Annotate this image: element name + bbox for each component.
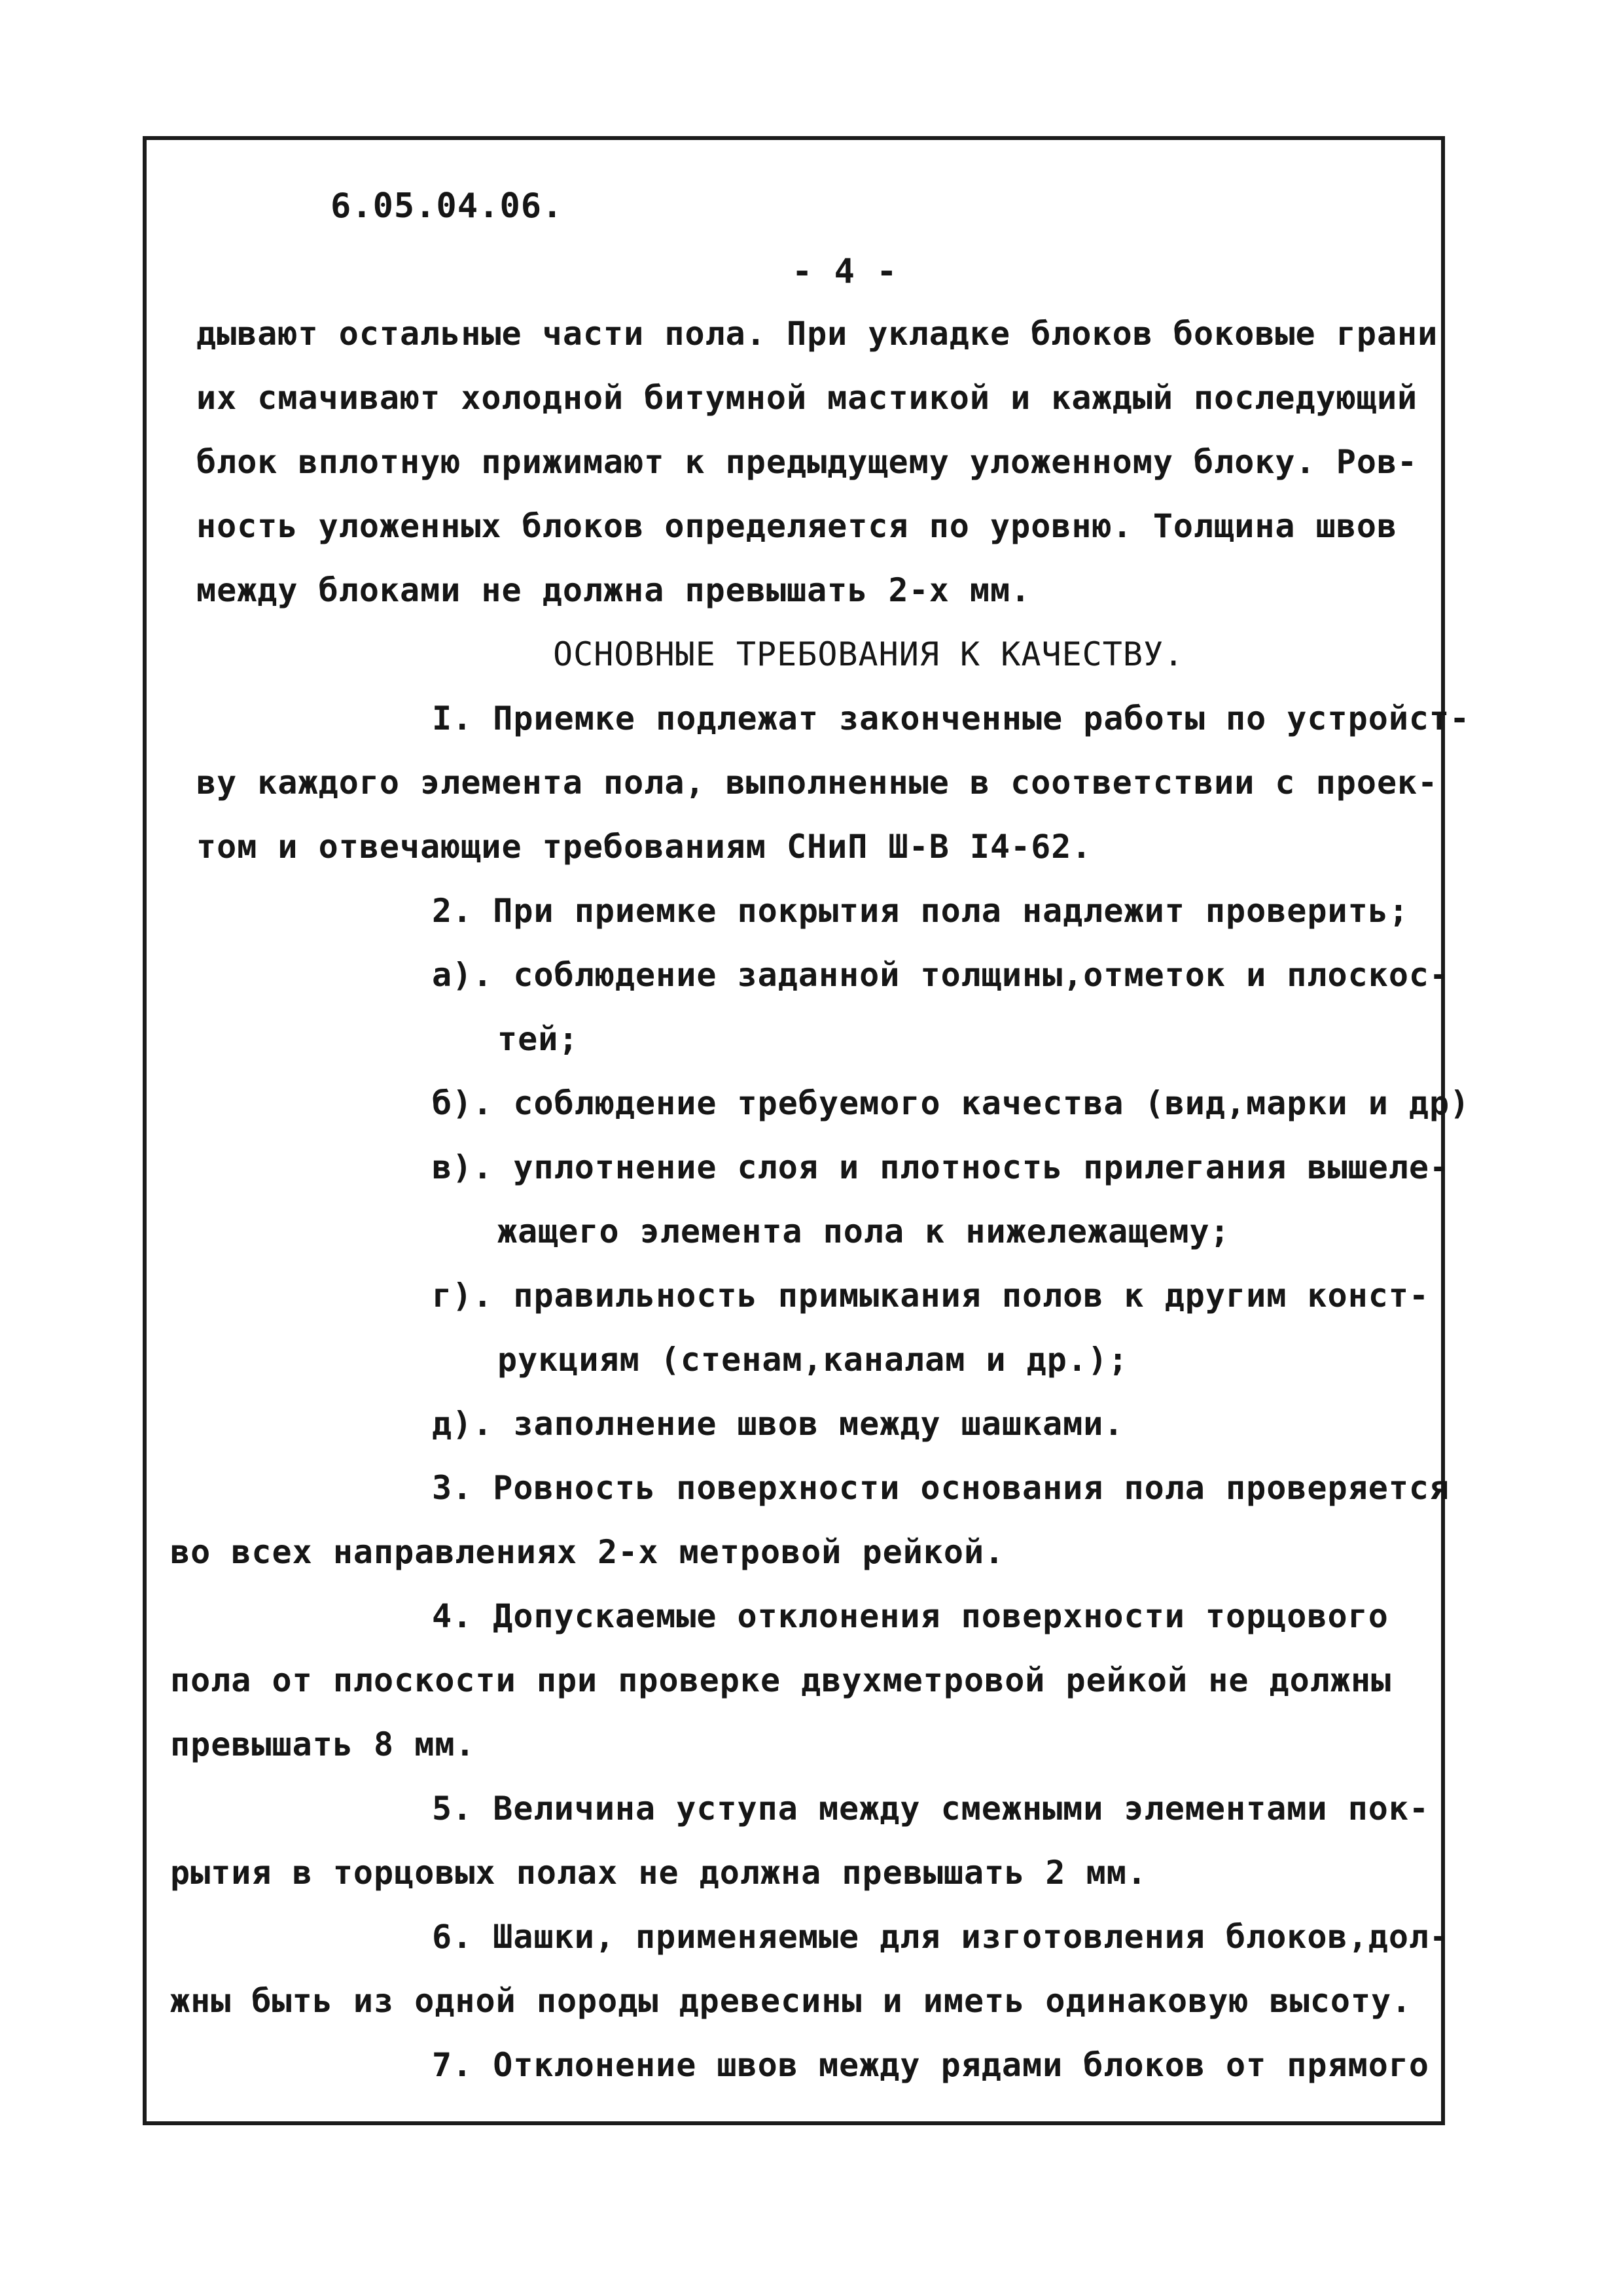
text-line: 7. Отклонение швов между рядами блоков от прямого	[432, 2046, 1430, 2084]
list-item-continuation: рукциям (стенам,каналам и др.);	[497, 1341, 1129, 1379]
text-line: 4. Допускаемые отклонения поверхности торцового	[432, 1597, 1389, 1635]
text-line: том и отвечающие требованиям СНиП Ш-В I4-62.	[196, 828, 1092, 866]
text-line: блок вплотную прижимают к предыдущему уложенному блоку. Ров-	[196, 443, 1418, 481]
text-line: I. Приемке подлежат законченные работы по устройст-	[432, 699, 1471, 737]
list-item: а). соблюдение заданной толщины,отметок и плоскос-	[432, 956, 1450, 994]
text-line: 3. Ровность поверхности основания пола проверяется	[432, 1469, 1450, 1507]
text-line: между блоками не должна превышать 2-х мм.	[196, 571, 1031, 609]
text-line: их смачивают холодной битумной мастикой и каждый последующий	[196, 379, 1418, 417]
text-line: ность уложенных блоков определяется по уровню. Толщина швов	[196, 507, 1398, 545]
list-item: в). уплотнение слоя и плотность прилегания вышеле-	[432, 1148, 1450, 1186]
text-line: 2. При приемке покрытия пола надлежит проверить;	[432, 892, 1409, 930]
list-item: б). соблюдение требуемого качества (вид,марки и др)	[432, 1084, 1471, 1122]
list-item: д). заполнение швов между шашками.	[432, 1405, 1124, 1443]
list-item-continuation: тей;	[497, 1020, 579, 1058]
text-line: жны быть из одной породы древесины и иметь одинаковую высоту.	[170, 1982, 1412, 2020]
page-number: - 4 -	[792, 252, 898, 291]
text-line: 6. Шашки, применяемые для изготовления блоков,дол-	[432, 1918, 1450, 1956]
text-line: ву каждого элемента пола, выполненные в соответствии с проек-	[196, 764, 1438, 802]
list-item-continuation: жащего элемента пола к нижележащему;	[497, 1212, 1230, 1250]
text-line: рытия в торцовых полах не должна превышать 2 мм.	[170, 1854, 1147, 1892]
text-line: пола от плоскости при проверке двухметровой рейкой не должны	[170, 1661, 1392, 1699]
section-heading: ОСНОВНЫЕ ТРЕБОВАНИЯ К КАЧЕСТВУ.	[553, 635, 1185, 673]
text-line: во всех направлениях 2-х метровой рейкой.	[170, 1533, 1005, 1571]
text-line: превышать 8 мм.	[170, 1725, 476, 1763]
document-code: 6.05.04.06.	[330, 186, 563, 226]
text-line: дывают остальные части пола. При укладке блоков боковые грани	[196, 315, 1438, 353]
list-item: г). правильность примыкания полов к другим конст-	[432, 1277, 1430, 1315]
text-line: 5. Величина уступа между смежными элементами пок-	[432, 1790, 1430, 1828]
